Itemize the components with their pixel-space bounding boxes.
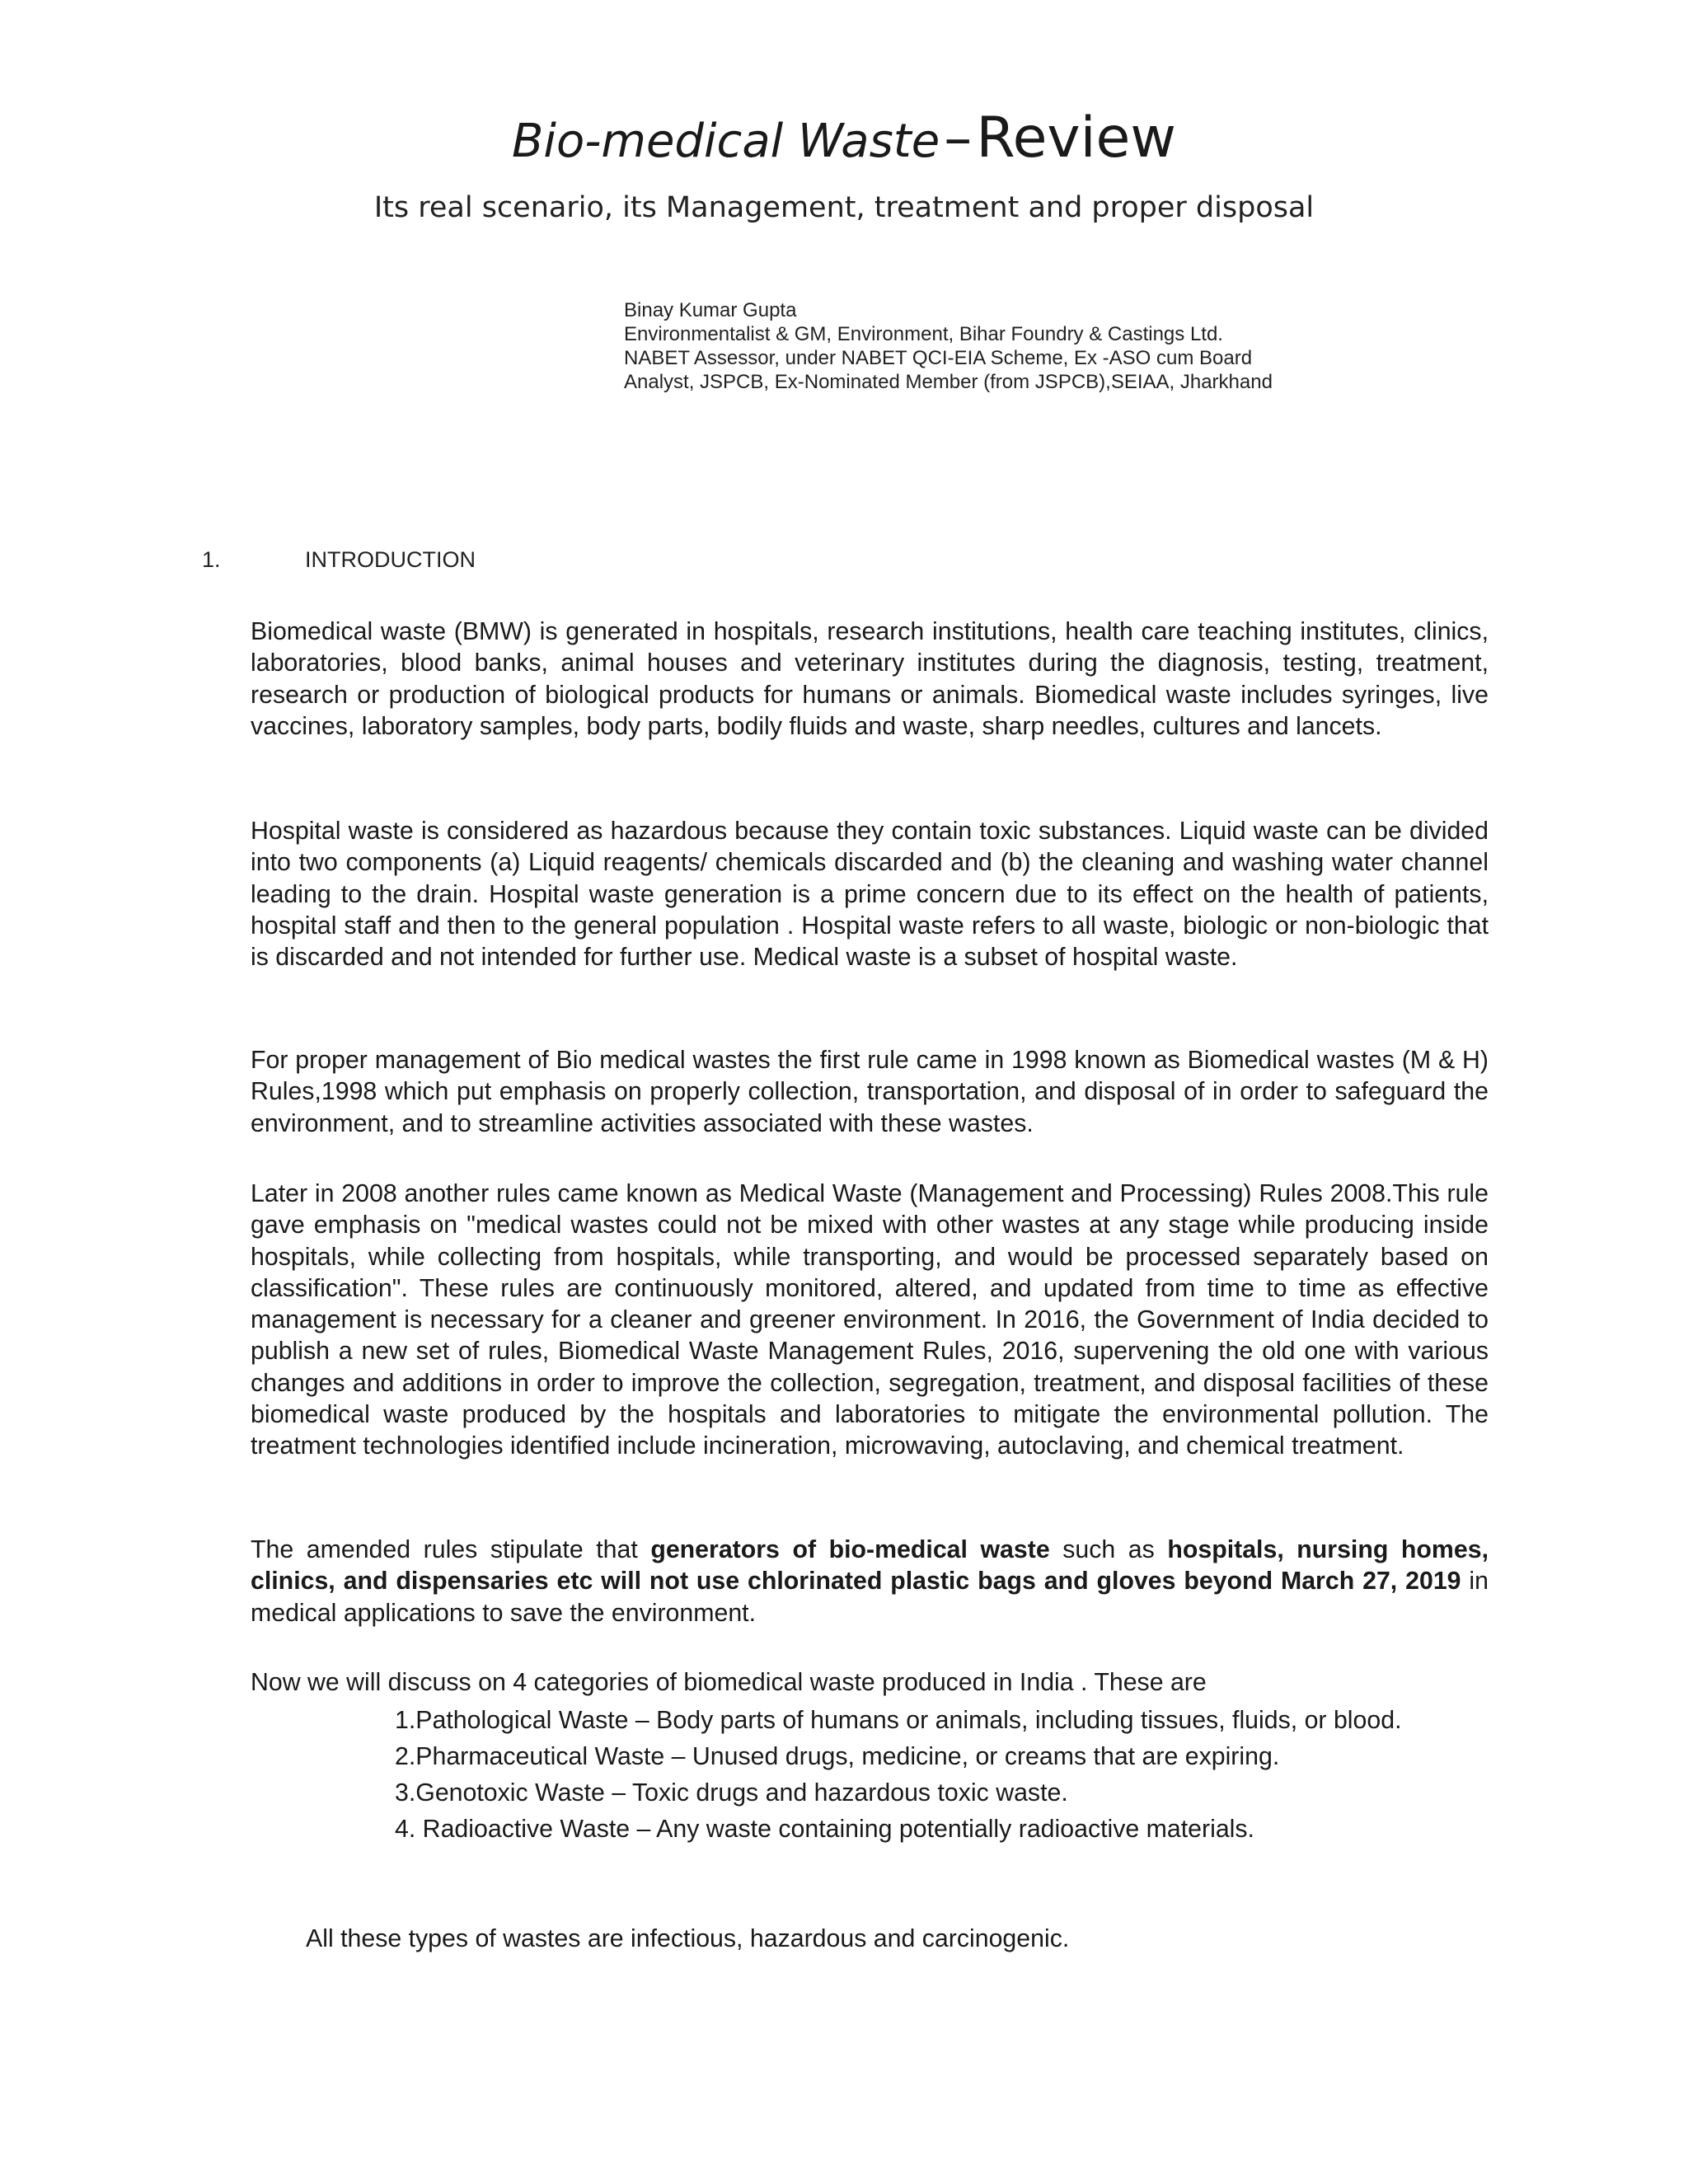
paragraph-rules-1998: For proper management of Bio medical wastes the first rule came in 1998 known as Biomedical wastes (M & H) Rules,1998 which put emphasis on properly collection, transportation, and disposal of in order to safeguard the environment, and to streamline activities associated with these wastes.: [251, 1047, 1489, 1137]
paragraph-bmw-definition: Biomedical waste (BMW) is generated in hospitals, research institutions, health care teaching institutes, clinics, laboratories, blood banks, animal houses and veterinary institutes during the diagnosis, testing, treatment, research or production of biological products for humans or animals. Biomedical waste includes syringes, live vaccines, laboratory samples, body parts, bodily fluids and waste, sharp needles, cultures and lancets.: [251, 618, 1489, 740]
document-subtitle: Its real scenario, its Management, treatment and proper disposal: [373, 191, 1315, 224]
list-item: 1.Pathological Waste – Body parts of humans or animals, including tissues, fluids, or blood.: [395, 1707, 1402, 1734]
text-run: in medical applications to save the environment.: [251, 1568, 1489, 1627]
paragraph-categories-intro: Now we will discuss on 4 categories of biomedical waste produced in India . These are: [251, 1669, 1207, 1696]
author-affiliation-line: Analyst, JSPCB, Ex-Nominated Member (from JSPCB),SEIAA, Jharkhand: [624, 371, 1273, 393]
paragraph-rules-2008-2016: Later in 2008 another rules came known as Medical Waste (Management and Processing) Rules 2008.This rule gave emphasis on "medical wastes could not be mixed with other wastes at any stage while producing inside hospitals, while collecting from hospitals, while transporting, and would be processed separately based on classification". These rules are continuously monitored, altered, and updated from time to time as effective management is necessary for a cleaner and greener environment. In 2016, the Government of India decided to publish a new set of rules, Biomedical Waste Management Rules, 2016, supervening the old one with various changes and additions in order to improve the collection, segregation, treatment, and disposal facilities of these biomedical waste produced by the hospitals and laboratories to mitigate the environmental pollution. The treatment technologies identified include incineration, microwaving, autoclaving, and chemical treatment.: [251, 1180, 1489, 1460]
author-affiliation-line: NABET Assessor, under NABET QCI-EIA Scheme, Ex -ASO cum Board: [624, 347, 1253, 369]
bold-text-run: generators of bio-medical waste: [650, 1536, 1050, 1563]
text-run: The amended rules stipulate that: [251, 1536, 651, 1563]
author-name: Binay Kumar Gupta: [624, 299, 797, 321]
list-item: 4. Radioactive Waste – Any waste containing potentially radioactive materials.: [395, 1816, 1254, 1843]
paragraph-amended-rules: [251, 1535, 1489, 1629]
author-block: [624, 298, 1273, 394]
title-dash: –: [944, 105, 973, 171]
text-run: such as: [1049, 1536, 1168, 1563]
paragraph-hospital-waste: Hospital waste is considered as hazardous because they contain toxic substances. Liquid waste can be divided into two components (a) Liquid reagents/ chemicals discarded and (b) the cleaning and washing water channel leading to the drain. Hospital waste generation is a prime concern due to its effect on the health of patients, hospital staff and then to the general population . Hospital waste refers to all waste, biologic or non-biologic that is discarded and not intended for further use. Medical waste is a subset of hospital waste.: [251, 818, 1489, 972]
document-title: [0, 105, 1688, 171]
section-heading: [202, 547, 476, 573]
author-affiliation-line: Environmentalist & GM, Environment, Bihar Foundry & Castings Ltd.: [624, 323, 1223, 345]
title-review: Review: [976, 105, 1177, 171]
list-item: 2.Pharmaceutical Waste – Unused drugs, medicine, or creams that are expiring.: [395, 1743, 1280, 1770]
section-title: INTRODUCTION: [305, 547, 476, 572]
title-italic: Bio-medical Waste: [511, 115, 940, 168]
bold-text-run: hospitals, nursing homes, clinics, and dispensaries etc will not use chlorinated plastic bags and gloves beyond March 27, 2019: [251, 1536, 1489, 1596]
list-item: 3.Genotoxic Waste – Toxic drugs and hazardous toxic waste.: [395, 1779, 1068, 1807]
closing-statement: All these types of wastes are infectious, hazardous and carcinogenic.: [306, 1925, 1070, 1952]
section-number: 1.: [202, 547, 221, 572]
category-list: [395, 1703, 1489, 1848]
